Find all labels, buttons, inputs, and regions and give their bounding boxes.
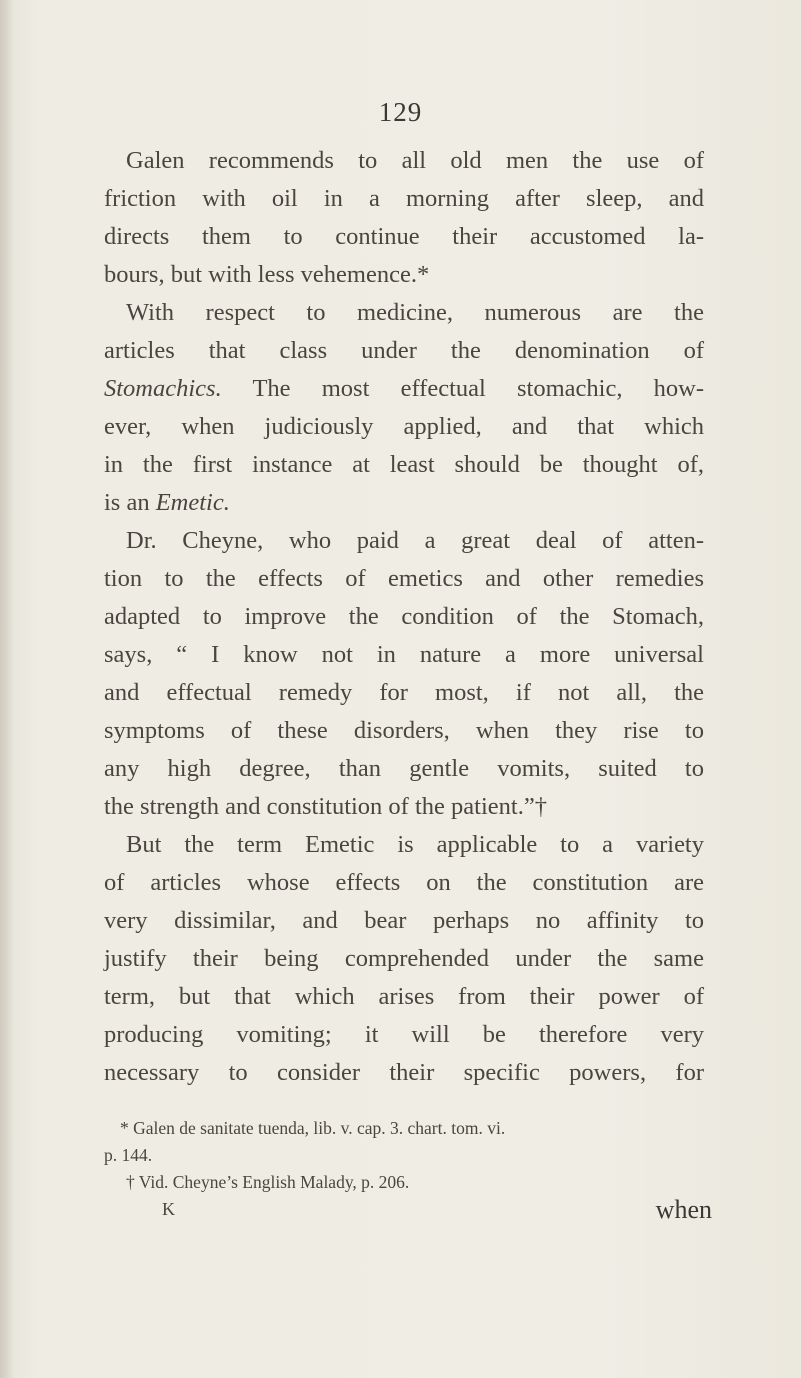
text-line: of articles whose effects on the constitution are xyxy=(104,869,704,896)
text-line: bours, but with less vehemence.* xyxy=(104,261,430,288)
text-line: the strength and constitution of the patient.”† xyxy=(104,793,547,820)
catchword: when xyxy=(655,1195,712,1224)
text-line-mixed xyxy=(104,370,704,408)
footnote-galen: * Galen de sanitate tuenda, lib. v. cap. 3. chart. tom. vi. xyxy=(120,1118,506,1138)
text-line: Galen recommends to all old men the use of xyxy=(126,147,704,174)
signature-mark: K xyxy=(162,1199,175,1219)
text-line-mixed xyxy=(104,484,704,522)
text-line: But the term Emetic is applicable to a variety xyxy=(126,831,704,858)
page-foot xyxy=(104,1195,712,1229)
footnote-galen-continuation: p. 144. xyxy=(104,1145,153,1165)
text-line: in the first instance at least should be thought of, xyxy=(104,451,704,478)
text-line: term, but that which arises from their power of xyxy=(104,983,704,1010)
text-line: ever, when judiciously applied, and that which xyxy=(104,413,704,440)
text-line: tion to the effects of emetics and other remedies xyxy=(104,565,704,592)
text-line: very dissimilar, and bear perhaps no affinity to xyxy=(104,907,704,934)
text-line: and effectual remedy for most, if not all, the xyxy=(104,679,704,706)
italic-term: Emetic. xyxy=(155,489,230,516)
text-line: directs them to continue their accustomed la- xyxy=(104,223,704,250)
text-line: producing vomiting; it will be therefore very xyxy=(104,1021,704,1048)
text-line: says, “ I know not in nature a more universal xyxy=(104,641,704,668)
text-span: is an xyxy=(104,489,150,516)
page-number: 129 xyxy=(378,97,423,127)
text-line: any high degree, than gentle vomits, suited to xyxy=(104,755,704,782)
text-span: The most effectual stomachic, how- xyxy=(252,375,704,402)
text-line: With respect to medicine, numerous are the xyxy=(126,299,704,326)
text-line: symptoms of these disorders, when they rise to xyxy=(104,717,704,744)
body-text xyxy=(104,142,704,1092)
footnotes xyxy=(104,1115,704,1196)
text-line: necessary to consider their specific powers, for xyxy=(104,1059,704,1086)
italic-term: Stomachics. xyxy=(104,375,222,402)
text-line: Dr. Cheyne, who paid a great deal of atten- xyxy=(126,527,704,554)
gutter-shadow xyxy=(0,0,14,1378)
text-line: friction with oil in a morning after sleep, and xyxy=(104,185,704,212)
text-line: articles that class under the denomination of xyxy=(104,337,704,364)
text-line: justify their being comprehended under the same xyxy=(104,945,704,972)
footnote-cheyne: † Vid. Cheyne’s English Malady, p. 206. xyxy=(126,1172,410,1192)
text-line: adapted to improve the condition of the Stomach, xyxy=(104,603,704,630)
